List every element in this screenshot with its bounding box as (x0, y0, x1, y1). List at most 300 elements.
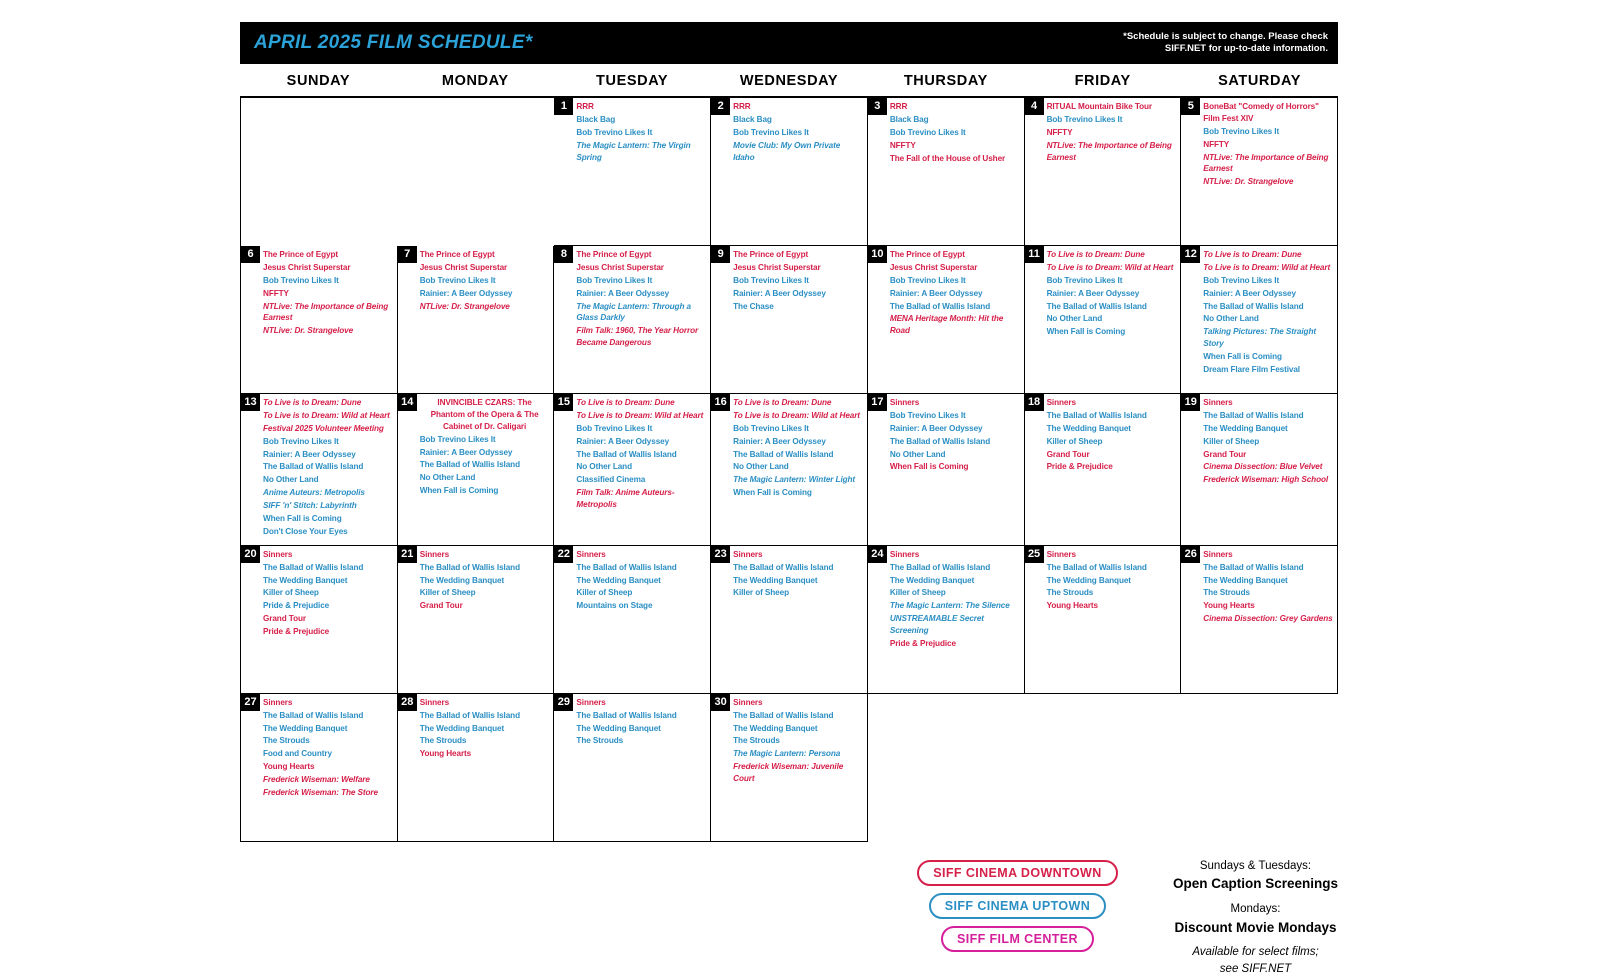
film-entry[interactable]: The Ballad of Wallis Island (419, 562, 520, 572)
film-entry[interactable]: Mountains on Stage (576, 601, 653, 611)
film-entry[interactable]: When Fall is Coming (419, 486, 499, 496)
film-list (576, 98, 706, 163)
calendar-cell-day-4[interactable] (1025, 98, 1182, 246)
film-entry[interactable]: NTLive: The Importance of Being Earnest (1203, 152, 1329, 174)
film-entry[interactable]: Frederick Wiseman: The Store (263, 788, 378, 798)
footer-note-open-caption: Open Caption Screenings (1172, 876, 1338, 892)
film-entry[interactable]: To Live is to Dream: Wild at Heart (1046, 262, 1174, 272)
film-entry[interactable]: No Other Land (733, 462, 789, 472)
calendar-cell-empty (868, 694, 1025, 842)
film-entry[interactable]: INVINCIBLE CZARS: The Phantom of the Opera & The Cabinet of Dr. Caligari (430, 398, 539, 431)
film-entry[interactable]: The Ballad of Wallis Island (1203, 562, 1304, 572)
day-number: 3 (868, 98, 887, 115)
film-entry[interactable]: BoneBat "Comedy of Horrors" Film Fest XIV (1203, 102, 1319, 123)
film-entry[interactable]: Movie Club: My Own Private Idaho (733, 140, 841, 162)
calendar-cell-day-22[interactable] (554, 546, 711, 694)
day-number: 12 (1181, 246, 1200, 263)
film-entry[interactable]: Bob Trevino Likes It (733, 423, 809, 433)
day-number: 9 (711, 246, 730, 263)
film-list (733, 394, 863, 499)
calendar-cell-day-8[interactable] (554, 246, 711, 394)
film-entry[interactable]: Killer of Sheep (889, 588, 946, 598)
film-entry[interactable]: Sinners (1046, 398, 1076, 407)
film-list (890, 394, 1020, 473)
day-number: 27 (241, 694, 260, 711)
film-entry[interactable]: Bob Trevino Likes It (889, 275, 966, 285)
film-entry[interactable]: NTLive: The Importance of Being Earnest (263, 301, 389, 323)
film-entry[interactable]: Rainier: A Beer Odyssey (889, 423, 983, 433)
day-number: 28 (398, 694, 417, 711)
film-entry[interactable]: The Prince of Egypt (733, 250, 809, 259)
calendar-cell-day-19[interactable] (1181, 394, 1338, 546)
calendar-cell-day-16[interactable] (711, 394, 868, 546)
film-entry[interactable]: The Ballad of Wallis Island (1046, 301, 1147, 311)
film-list (1047, 246, 1177, 338)
film-entry[interactable]: Bob Trevino Likes It (733, 275, 809, 285)
film-entry[interactable]: Young Hearts (419, 749, 472, 759)
film-entry[interactable]: NTLive: Dr. Strangelove (1203, 177, 1294, 187)
day-number: 11 (1025, 246, 1044, 263)
film-entry[interactable]: The Wedding Banquet (1046, 423, 1131, 433)
film-entry[interactable]: The Ballad of Wallis Island (1046, 562, 1147, 572)
film-entry[interactable]: The Fall of the House of Usher (889, 153, 1006, 163)
weekday-wednesday: WEDNESDAY (739, 73, 839, 89)
film-entry[interactable]: No Other Land (263, 475, 319, 485)
film-entry[interactable]: The Ballad of Wallis Island (733, 449, 834, 459)
film-entry[interactable]: The Ballad of Wallis Island (1203, 410, 1304, 420)
film-entry[interactable]: UNSTREAMABLE Secret Screening (889, 614, 984, 636)
film-entry[interactable]: Talking Pictures: The Straight Story (1203, 327, 1316, 349)
film-entry[interactable]: The Chase (733, 301, 774, 311)
film-entry[interactable]: Jesus Christ Superstar (733, 262, 821, 272)
film-list (1203, 246, 1333, 376)
film-list (1203, 546, 1333, 625)
calendar-cell-day-24[interactable] (868, 546, 1025, 694)
film-entry[interactable]: The Wedding Banquet (889, 575, 975, 585)
film-list (890, 546, 1020, 650)
day-number: 16 (711, 394, 730, 411)
film-entry[interactable]: The Wedding Banquet (1203, 423, 1288, 433)
film-entry[interactable]: Film Talk: 1960, The Year Horror Became Dangerous (576, 326, 699, 348)
film-entry[interactable]: Frederick Wiseman: Juvenile Court (733, 762, 844, 784)
calendar-cell-day-3[interactable] (868, 98, 1025, 246)
film-entry[interactable]: Bob Trevino Likes It (419, 275, 496, 285)
venue-legend (862, 842, 1173, 978)
film-entry[interactable]: The Wedding Banquet (419, 723, 505, 733)
calendar-cell-day-5[interactable] (1181, 98, 1338, 246)
film-entry[interactable]: Rainier: A Beer Odyssey (419, 288, 513, 298)
film-list (1047, 394, 1177, 473)
schedule-header (240, 22, 1338, 64)
calendar-cell-day-28[interactable] (398, 694, 555, 842)
film-entry[interactable]: The Strouds (733, 736, 780, 746)
film-entry[interactable]: Festival 2025 Volunteer Meeting (263, 423, 384, 433)
film-entry[interactable]: Cinema Dissection: Grey Gardens (1203, 614, 1333, 624)
film-entry[interactable]: Bob Trevino Likes It (1203, 126, 1280, 136)
film-entry[interactable]: The Ballad of Wallis Island (733, 562, 834, 572)
calendar-cell-day-20[interactable] (241, 546, 398, 694)
film-entry[interactable]: To Live is to Dream: Dune (1203, 250, 1302, 259)
film-entry[interactable]: RRR (889, 102, 908, 111)
film-entry[interactable]: Dream Flare Film Festival (1203, 365, 1300, 375)
film-entry[interactable]: To Live is to Dream: Dune (1046, 250, 1145, 259)
weekday-monday: MONDAY (441, 73, 509, 89)
weekday-tuesday: TUESDAY (596, 73, 669, 89)
film-entry[interactable]: When Fall is Coming (1046, 327, 1126, 337)
film-entry[interactable]: Bob Trevino Likes It (1203, 275, 1280, 285)
film-entry[interactable]: The Ballad of Wallis Island (576, 449, 677, 459)
film-entry[interactable]: Black Bag (889, 114, 929, 124)
film-list (263, 246, 393, 337)
film-entry[interactable]: Rainier: A Beer Odyssey (1203, 288, 1296, 298)
film-entry[interactable]: Sinners (263, 697, 293, 707)
film-entry[interactable]: When Fall is Coming (1203, 352, 1282, 362)
film-entry[interactable]: Bob Trevino Likes It (263, 275, 339, 285)
day-number: 20 (241, 546, 260, 563)
film-entry[interactable]: Bob Trevino Likes It (576, 423, 653, 433)
film-list (263, 694, 393, 799)
film-entry[interactable]: Frederick Wiseman: High School (1203, 475, 1329, 485)
film-entry[interactable]: The Wedding Banquet (1203, 575, 1288, 585)
calendar-cell-day-14[interactable] (398, 394, 555, 546)
film-entry[interactable]: Sinners (576, 697, 606, 707)
film-entry[interactable]: Killer of Sheep (419, 588, 476, 598)
film-entry[interactable]: Sinners (1203, 398, 1233, 407)
day-number: 13 (241, 394, 260, 411)
film-entry[interactable]: Anime Auteurs: Metropolis (263, 488, 365, 498)
film-entry[interactable]: The Wedding Banquet (576, 723, 661, 733)
day-number: 6 (241, 246, 260, 263)
film-entry[interactable]: Jesus Christ Superstar (889, 262, 978, 272)
film-entry[interactable]: NTLive: Dr. Strangelove (263, 326, 354, 336)
film-entry[interactable]: Bob Trevino Likes It (576, 127, 653, 137)
calendar-cell-day-15[interactable] (554, 394, 711, 546)
film-entry[interactable]: To Live is to Dream: Dune (263, 398, 362, 407)
film-entry[interactable]: NTLive: The Importance of Being Earnest (1046, 140, 1172, 162)
film-list (263, 394, 393, 538)
film-entry[interactable]: The Ballad of Wallis Island (889, 562, 991, 572)
film-entry[interactable]: Rainier: A Beer Odyssey (576, 436, 670, 446)
day-number: 26 (1181, 546, 1200, 563)
film-list (420, 694, 550, 760)
film-entry[interactable]: RRR (576, 102, 594, 111)
film-entry[interactable]: The Ballad of Wallis Island (733, 710, 834, 720)
day-number: 18 (1025, 394, 1044, 411)
film-entry[interactable]: The Magic Lantern: The Silence (889, 601, 1010, 611)
film-entry[interactable]: The Magic Lantern: Winter Light (733, 475, 856, 485)
film-entry[interactable]: The Ballad of Wallis Island (263, 710, 364, 720)
film-list (1047, 546, 1177, 612)
film-entry[interactable]: Sinners (733, 549, 763, 559)
film-entry[interactable]: When Fall is Coming (889, 462, 969, 472)
film-entry[interactable]: Rainier: A Beer Odyssey (263, 449, 356, 459)
day-number: 19 (1181, 394, 1200, 411)
schedule-disclaimer (1123, 31, 1328, 55)
film-entry[interactable]: The Wedding Banquet (576, 575, 661, 585)
calendar-cell-day-7[interactable] (398, 246, 555, 394)
film-list (420, 546, 550, 612)
film-entry[interactable]: No Other Land (419, 473, 476, 483)
film-entry[interactable]: When Fall is Coming (733, 488, 812, 498)
footer-note-sundays-tuesdays: Sundays & Tuesdays: (1199, 859, 1312, 872)
film-entry[interactable]: The Prince of Egypt (263, 250, 338, 259)
film-entry[interactable]: The Ballad of Wallis Island (576, 710, 677, 720)
day-number: 14 (398, 394, 417, 411)
day-number: 29 (554, 694, 573, 711)
film-entry[interactable]: To Live is to Dream: Wild at Heart (733, 410, 860, 420)
calendar-cell-day-23[interactable] (711, 546, 868, 694)
film-list (1203, 98, 1333, 188)
film-entry[interactable]: Young Hearts (263, 762, 315, 772)
film-entry[interactable]: Black Bag (733, 114, 772, 124)
film-entry[interactable]: Killer of Sheep (1203, 436, 1260, 446)
film-entry[interactable]: To Live is to Dream: Dune (733, 398, 832, 407)
film-entry[interactable]: The Prince of Egypt (576, 250, 652, 259)
calendar-cell-day-9[interactable] (711, 246, 868, 394)
film-entry[interactable]: RRR (733, 102, 751, 111)
film-entry[interactable]: Jesus Christ Superstar (419, 262, 508, 272)
film-entry[interactable]: Sinners (889, 398, 920, 407)
day-number: 21 (398, 546, 417, 563)
film-entry[interactable]: Classified Cinema (576, 475, 646, 485)
calendar-cell-day-13[interactable] (241, 394, 398, 546)
film-entry[interactable]: Sinners (889, 549, 920, 559)
film-entry[interactable]: The Ballad of Wallis Island (576, 562, 677, 572)
film-list (1203, 394, 1333, 486)
film-entry[interactable]: Killer of Sheep (576, 588, 633, 598)
disclaimer-line-2: SIFF.NET for up-to-date information. (1164, 43, 1328, 54)
film-entry[interactable]: Rainier: A Beer Odyssey (889, 288, 983, 298)
weekday-header-row (240, 64, 1338, 98)
calendar-cell-day-29[interactable] (554, 694, 711, 842)
film-list (576, 246, 706, 349)
film-entry[interactable]: Film Talk: Anime Auteurs-Metropolis (576, 488, 675, 510)
day-number: 5 (1181, 98, 1200, 115)
page-title: APRIL 2025 FILM SCHEDULE* (254, 32, 533, 53)
film-entry[interactable]: NTLive: Dr. Strangelove (419, 301, 510, 311)
film-entry[interactable]: Cinema Dissection: Blue Velvet (1203, 462, 1323, 472)
day-number: 4 (1025, 98, 1044, 115)
film-entry[interactable]: SIFF 'n' Stitch: Labyrinth (263, 501, 357, 511)
film-entry[interactable]: Rainier: A Beer Odyssey (733, 436, 826, 446)
calendar-cell-empty (398, 98, 555, 246)
film-entry[interactable]: Bob Trevino Likes It (733, 127, 809, 137)
calendar-cell-day-25[interactable] (1025, 546, 1182, 694)
day-number: 8 (554, 246, 573, 263)
film-entry[interactable]: The Wedding Banquet (419, 575, 505, 585)
film-entry[interactable]: Grand Tour (1046, 449, 1090, 459)
calendar-cell-day-17[interactable] (868, 394, 1025, 546)
film-entry[interactable]: The Magic Lantern: Persona (733, 749, 841, 759)
film-entry[interactable]: The Ballad of Wallis Island (1203, 301, 1304, 311)
film-entry[interactable]: NFFTY (1046, 127, 1073, 137)
day-number: 2 (711, 98, 730, 115)
film-entry[interactable]: Sinners (263, 549, 293, 559)
film-entry[interactable]: Sinners (576, 549, 606, 559)
calendar-cell-day-11[interactable] (1025, 246, 1182, 394)
film-list (576, 394, 706, 511)
film-entry[interactable]: The Wedding Banquet (263, 575, 348, 585)
day-number: 25 (1025, 546, 1044, 563)
day-number: 15 (554, 394, 573, 411)
film-entry[interactable]: The Ballad of Wallis Island (263, 462, 364, 472)
film-entry[interactable]: Bob Trevino Likes It (576, 275, 653, 285)
film-entry[interactable]: MENA Heritage Month: Hit the Road (889, 314, 1004, 336)
film-entry[interactable]: The Strouds (1046, 588, 1094, 598)
film-entry[interactable]: The Prince of Egypt (419, 250, 495, 259)
calendar-cell-day-2[interactable] (711, 98, 868, 246)
film-entry[interactable]: Rainier: A Beer Odyssey (419, 447, 513, 457)
footer-note-discount-mondays: Discount Movie Mondays (1174, 919, 1337, 935)
film-entry[interactable]: Pride & Prejudice (1046, 462, 1113, 472)
calendar-cell-day-21[interactable] (398, 546, 555, 694)
film-entry[interactable]: Sinners (1046, 549, 1076, 559)
film-entry[interactable]: The Ballad of Wallis Island (419, 710, 520, 720)
film-entry[interactable]: No Other Land (1203, 314, 1259, 324)
film-entry[interactable]: The Magic Lantern: Through a Glass Darkly (576, 301, 691, 323)
footer-note-mondays: Mondays: (1230, 903, 1281, 916)
film-entry[interactable]: The Strouds (419, 736, 467, 746)
film-entry[interactable]: Bob Trevino Likes It (1046, 114, 1123, 124)
film-entry[interactable]: The Ballad of Wallis Island (263, 562, 364, 572)
footer-note-availability-1: Available for select films; (1192, 946, 1319, 959)
calendar-cell-day-6[interactable] (241, 246, 398, 394)
film-entry[interactable]: No Other Land (1046, 314, 1103, 324)
film-entry[interactable]: The Prince of Egypt (889, 250, 965, 259)
venue-siff-cinema-uptown[interactable]: SIFF CINEMA UPTOWN (929, 893, 1106, 919)
film-entry[interactable]: The Ballad of Wallis Island (1046, 410, 1147, 420)
film-entry[interactable]: RITUAL Mountain Bike Tour (1046, 102, 1153, 111)
day-number: 17 (868, 394, 887, 411)
weekday-sunday: SUNDAY (286, 73, 351, 89)
film-entry[interactable]: When Fall is Coming (263, 514, 342, 524)
film-entry[interactable]: Sinners (1203, 549, 1233, 559)
day-number: 30 (711, 694, 730, 711)
film-entry[interactable]: Killer of Sheep (733, 588, 789, 598)
film-list (1047, 98, 1177, 163)
film-list (263, 546, 393, 638)
calendar-grid (240, 98, 1338, 842)
film-entry[interactable]: To Live is to Dream: Wild at Heart (576, 410, 704, 420)
film-entry[interactable]: The Ballad of Wallis Island (889, 436, 991, 446)
film-entry[interactable]: The Wedding Banquet (733, 723, 818, 733)
calendar-cell-empty (1025, 694, 1182, 842)
film-entry[interactable]: Jesus Christ Superstar (576, 262, 664, 272)
film-entry[interactable]: Frederick Wiseman: Welfare (263, 775, 370, 785)
film-entry[interactable]: The Ballad of Wallis Island (419, 460, 520, 470)
weekday-thursday: THURSDAY (903, 73, 988, 89)
film-entry[interactable]: The Strouds (263, 736, 310, 746)
film-entry[interactable]: Bob Trevino Likes It (889, 127, 966, 137)
film-entry[interactable]: No Other Land (889, 449, 946, 459)
calendar-cell-day-26[interactable] (1181, 546, 1338, 694)
film-entry[interactable]: Rainier: A Beer Odyssey (576, 288, 670, 298)
film-entry[interactable]: Black Bag (576, 114, 616, 124)
film-entry[interactable]: NFFTY (1203, 139, 1230, 149)
calendar-cell-day-10[interactable] (868, 246, 1025, 394)
schedule-sheet (240, 22, 1338, 978)
film-entry[interactable]: The Wedding Banquet (263, 723, 348, 733)
day-number: 22 (554, 546, 573, 563)
calendar-cell-day-27[interactable] (241, 694, 398, 842)
film-entry[interactable]: Young Hearts (1203, 601, 1255, 611)
film-entry[interactable]: The Ballad of Wallis Island (889, 301, 991, 311)
film-entry[interactable]: Pride & Prejudice (263, 601, 330, 611)
venue-siff-film-center[interactable]: SIFF FILM CENTER (941, 926, 1094, 952)
film-entry[interactable]: Killer of Sheep (1046, 436, 1103, 446)
film-entry[interactable]: The Strouds (576, 736, 624, 746)
film-entry[interactable]: Sinners (419, 549, 450, 559)
film-list (420, 246, 550, 312)
weekday-saturday: SATURDAY (1218, 73, 1302, 89)
film-entry[interactable]: Bob Trevino Likes It (419, 434, 496, 444)
film-list (733, 98, 863, 163)
film-entry[interactable]: Young Hearts (1046, 601, 1098, 611)
venue-siff-cinema-downtown[interactable]: SIFF CINEMA DOWNTOWN (917, 860, 1117, 886)
film-entry[interactable]: Bob Trevino Likes It (263, 436, 339, 446)
calendar-cell-empty (1181, 694, 1338, 842)
film-entry[interactable]: NFFTY (889, 140, 916, 150)
calendar-footer (240, 842, 1338, 978)
film-entry[interactable]: To Live is to Dream: Dune (576, 398, 675, 407)
calendar-cell-day-12[interactable] (1181, 246, 1338, 394)
film-entry[interactable]: The Strouds (1203, 588, 1250, 598)
film-entry[interactable]: Bob Trevino Likes It (1046, 275, 1123, 285)
day-number: 1 (554, 98, 573, 115)
film-entry[interactable]: Food and Country (263, 749, 332, 759)
film-entry[interactable]: The Magic Lantern: The Virgin Spring (576, 140, 691, 162)
film-entry[interactable]: To Live is to Dream: Wild at Heart (263, 410, 390, 420)
calendar-cell-day-30[interactable] (711, 694, 868, 842)
film-entry[interactable]: Rainier: A Beer Odyssey (733, 288, 826, 298)
film-entry[interactable]: Rainier: A Beer Odyssey (1046, 288, 1140, 298)
film-entry[interactable]: Bob Trevino Likes It (889, 410, 966, 420)
film-list (576, 694, 706, 748)
calendar-cell-day-1[interactable] (554, 98, 711, 246)
film-entry[interactable]: NFFTY (263, 288, 289, 298)
footer-note-availability-2: see SIFF.NET (1219, 962, 1292, 975)
film-list (420, 394, 550, 497)
day-number: 24 (868, 546, 887, 563)
film-entry[interactable]: The Wedding Banquet (1046, 575, 1131, 585)
weekday-friday: FRIDAY (1074, 73, 1131, 89)
film-list (890, 246, 1020, 337)
film-entry[interactable]: No Other Land (576, 462, 632, 472)
film-list (733, 246, 863, 312)
film-entry[interactable]: Sinners (733, 697, 763, 707)
film-list (733, 694, 863, 785)
film-list (733, 546, 863, 600)
film-list (890, 98, 1020, 164)
film-entry[interactable]: Killer of Sheep (263, 588, 319, 598)
calendar-cell-day-18[interactable] (1025, 394, 1182, 546)
film-entry[interactable]: Don't Close Your Eyes (263, 526, 348, 536)
disclaimer-line-1: *Schedule is subject to change. Please check (1123, 31, 1328, 43)
film-entry[interactable]: Grand Tour (1203, 449, 1247, 459)
film-entry[interactable]: Pride & Prejudice (889, 639, 956, 649)
film-entry[interactable]: Grand Tour (263, 614, 306, 624)
film-entry[interactable]: To Live is to Dream: Wild at Heart (1203, 262, 1331, 272)
film-entry[interactable]: Pride & Prejudice (263, 627, 330, 637)
day-number: 23 (711, 546, 730, 563)
film-entry[interactable]: Grand Tour (419, 601, 463, 611)
calendar-cell-empty (241, 98, 398, 246)
film-entry[interactable]: Sinners (419, 697, 450, 707)
film-entry[interactable]: The Wedding Banquet (733, 575, 818, 585)
film-list (576, 546, 706, 612)
film-entry[interactable]: Jesus Christ Superstar (263, 262, 351, 272)
day-number: 10 (868, 246, 887, 263)
